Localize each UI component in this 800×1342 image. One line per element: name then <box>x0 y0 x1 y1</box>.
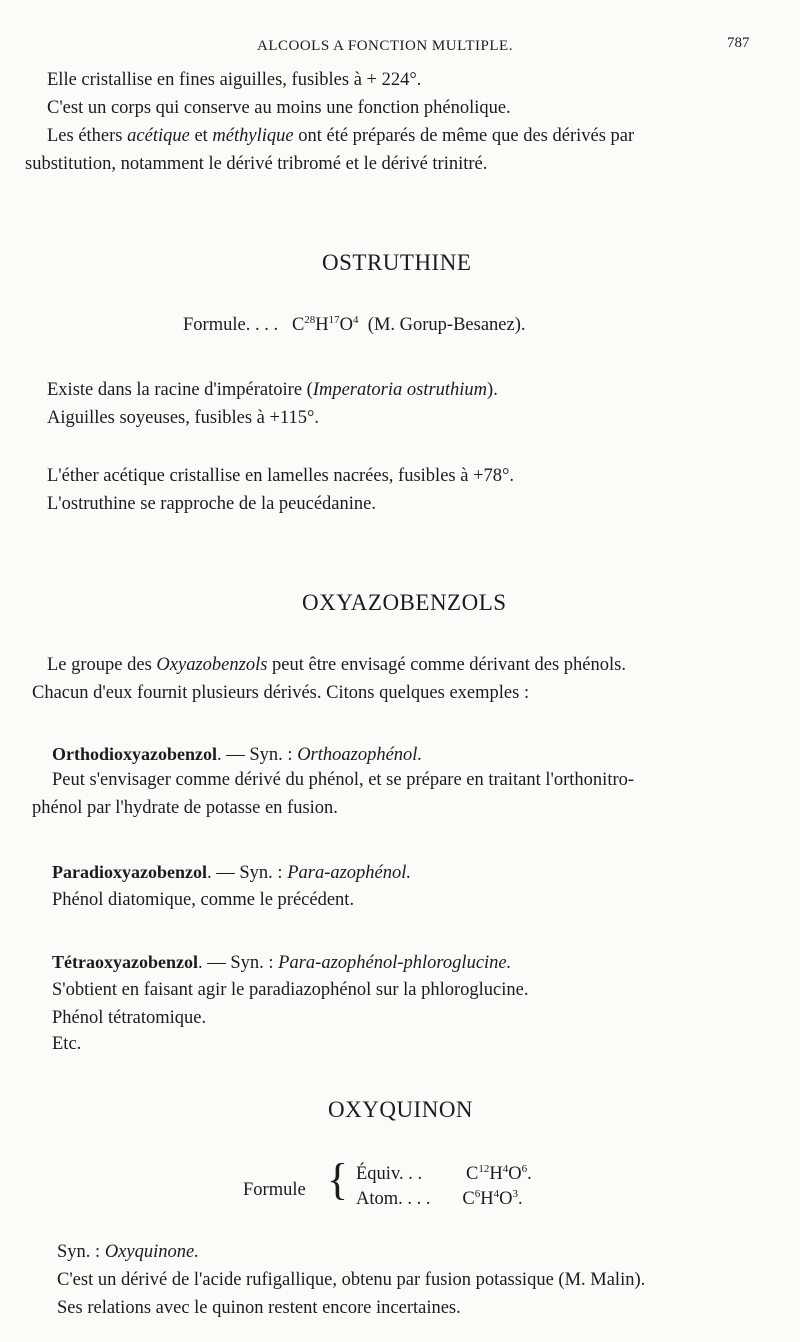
subscript: 4 <box>502 1163 509 1175</box>
entry-3-line-3: Etc. <box>52 1034 82 1054</box>
atom-formula: $C^6H^4O^3$. <box>462 1188 523 1210</box>
equiv-formula: $C^{12}H^4O^6$. <box>466 1163 532 1185</box>
entry-3-line-1: S'obtient en faisant agir le paradiazophénol sur la phloroglucine. <box>52 980 529 1000</box>
element-h: H <box>315 315 329 336</box>
entry-tetraoxyazobenzol <box>52 952 511 974</box>
text: Syn. : <box>57 1242 105 1262</box>
text: . — Syn. : <box>217 745 298 765</box>
section-title-oxyquinon: OXYQUINON <box>328 1097 474 1122</box>
entry-2-line-1: Phénol diatomique, comme le précédent. <box>52 890 355 910</box>
oxyquinon-synonym <box>57 1242 199 1263</box>
ostruthine-line-4: L'ostruthine se rapproche de la peucédanine. <box>47 494 376 514</box>
brace-icon: { <box>327 1155 349 1204</box>
synonym: Para-azophénol. <box>287 863 412 883</box>
ostruthine-formula-line <box>183 314 526 336</box>
synonym: Para-azophénol-phloroglucine. <box>278 953 512 973</box>
subscript: 6 <box>474 1188 481 1200</box>
text: Le groupe des <box>47 655 157 675</box>
subscript: 17 <box>328 314 340 326</box>
subscript: 4 <box>353 314 359 326</box>
oxyquinon-formula-label: Formule <box>243 1180 306 1200</box>
entry-orthodioxyazobenzol <box>52 744 422 766</box>
italic-oxyazobenzols: Oxyazobenzols <box>156 655 268 675</box>
subscript: 12 <box>478 1163 490 1175</box>
formula-atom-line <box>356 1188 523 1210</box>
text: ). <box>487 380 498 400</box>
text: peut être envisagé comme dérivant des phénols. <box>267 655 626 675</box>
subscript: 3 <box>512 1188 518 1200</box>
italic-methylique: méthylique <box>212 126 294 146</box>
text: Existe dans la racine d'impératoire ( <box>47 380 313 400</box>
ostruthine-line-1 <box>47 380 498 401</box>
ostruthine-line-2: Aiguilles soyeuses, fusibles à +115°. <box>47 408 320 428</box>
page-number: 787 <box>727 35 750 51</box>
oxyazo-line-1 <box>47 655 626 676</box>
subscript: 28 <box>304 314 316 326</box>
intro-line-1: Elle cristallise en fines aiguilles, fusibles à + 224°. <box>47 70 422 90</box>
element-c: C <box>291 315 305 336</box>
oxyquinon-line-1: C'est un dérivé de l'acide rufigallique, obtenu par fusion potassique (M. Malin). <box>57 1270 646 1290</box>
element-o: O <box>339 315 354 336</box>
ostruthine-line-3: L'éther acétique cristallise en lamelles nacrées, fusibles à +78°. <box>47 466 515 486</box>
intro-line-2: C'est un corps qui conserve au moins une fonction phénolique. <box>47 98 511 118</box>
entry-name: Orthodioxyazobenzol <box>52 744 217 764</box>
text: ont été préparés de même que des dérivés par <box>293 126 635 146</box>
formula-equiv-line <box>356 1163 532 1185</box>
entry-3-line-2: Phénol tétratomique. <box>52 1008 207 1028</box>
oxyazo-line-2: Chacun d'eux fournit plusieurs dérivés. Citons quelques exemples : <box>32 683 530 703</box>
subscript: 6 <box>521 1163 528 1175</box>
entry-paradioxyazobenzol <box>52 862 411 884</box>
entry-1-line-2: phénol par l'hydrate de potasse en fusion. <box>32 798 338 818</box>
text: . — Syn. : <box>197 953 279 973</box>
oxyquinon-line-2: Ses relations avec le quinon restent encore incertaines. <box>57 1298 461 1318</box>
intro-line-4: substitution, notamment le dérivé tribromé et le dérivé trinitré. <box>25 154 488 174</box>
italic-acetique: acétique <box>127 126 190 146</box>
text: et <box>189 126 213 146</box>
running-head: ALCOOLS A FONCTION MULTIPLE. <box>257 38 513 54</box>
section-title-ostruthine: OSTRUTHINE <box>322 250 472 275</box>
intro-line-3 <box>47 126 634 147</box>
author: (M. Gorup-Besanez). <box>367 315 526 336</box>
formula <box>292 315 359 335</box>
text: . — Syn. : <box>207 863 288 883</box>
synonym: Oxyquinone. <box>104 1242 199 1262</box>
text: Les éthers <box>47 126 128 146</box>
subscript: 4 <box>493 1188 500 1200</box>
equiv-label: Équiv. . . <box>356 1164 423 1185</box>
entry-1-line-1: Peut s'envisager comme dérivé du phénol, et se prépare en traitant l'orthonitro- <box>52 770 635 790</box>
italic-latin-name: Imperatoria ostruthium <box>312 380 488 400</box>
section-title-oxyazobenzols: OXYAZOBENZOLS <box>302 590 507 615</box>
synonym: Orthoazophénol. <box>297 745 423 765</box>
entry-name: Paradioxyazobenzol <box>52 862 207 882</box>
formula-label: Formule. . . . <box>183 315 279 336</box>
entry-name: Tétraoxyazobenzol <box>52 952 198 972</box>
atom-label: Atom. . . . <box>356 1189 431 1210</box>
